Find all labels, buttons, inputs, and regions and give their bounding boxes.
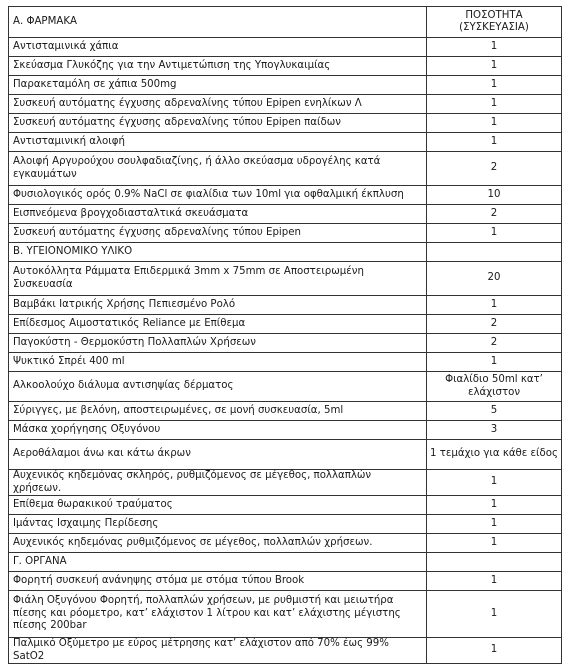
table-row [9,186,562,205]
table-row [9,470,562,496]
item-quantity: 3 [427,421,562,440]
item-quantity: 1 [427,133,562,152]
item-quantity: 1 [427,224,562,243]
table-row [9,421,562,440]
item-name: Φυσιολογικός ορός 0.9% NaCl σε φιαλίδια των 10ml για οφθαλμική έκπλυση [9,186,427,205]
item-name: Επίδεσμος Αιμοστατικός Reliance με Επίθεμα [9,315,427,334]
item-name: Ψυκτικό Σπρέι 400 ml [9,353,427,372]
table-row [9,402,562,421]
item-quantity: 2 [427,205,562,224]
table-row [9,372,562,402]
item-quantity: 1 [427,114,562,133]
item-quantity: 1 [427,496,562,515]
item-quantity: 1 [427,95,562,114]
item-quantity: 20 [427,262,562,296]
table-row [9,353,562,372]
table-row [9,534,562,553]
item-quantity [427,243,562,262]
section-row [9,243,562,262]
item-quantity: 1 [427,76,562,95]
section-row [9,553,562,572]
item-quantity [427,553,562,572]
item-name: Επίθεμα θωρακικού τραύματος [9,496,427,515]
table-row [9,205,562,224]
table-row [9,95,562,114]
quantity-header-line1: ΠΟΣΟΤΗΤΑ [465,9,523,21]
item-quantity: 2 [427,334,562,353]
item-name: Εισπνεόμενα βρογχοδιασταλτικά σκευάσματα [9,205,427,224]
section-label: Γ. ΟΡΓΑΝΑ [9,553,427,572]
item-name: Συσκευή αυτόματης έγχυσης αδρεναλίνης τύπου Epipen παίδων [9,114,427,133]
item-quantity: 1 [427,296,562,315]
table-row [9,57,562,76]
item-quantity: 1 [427,57,562,76]
item-quantity: 2 [427,152,562,186]
item-quantity: 1 [427,572,562,591]
table-row [9,515,562,534]
item-name: Σύριγγες, με βελόνη, αποστειρωμένες, σε μονή συσκευασία, 5ml [9,402,427,421]
item-name: Συσκευή αυτόματης έγχυσης αδρεναλίνης τύπου Epipen [9,224,427,243]
table-row [9,591,562,638]
item-quantity: 1 [427,38,562,57]
quantity-column-header [427,7,562,38]
item-quantity: Φιαλίδιο 50ml κατ’ ελάχιστον [427,372,562,402]
item-quantity: 1 [427,591,562,638]
item-name: Παγοκύστη - Θερμοκύστη Πολλαπλών Χρήσεων [9,334,427,353]
quantity-header-line2: (ΣΥΣΚΕΥΑΣΙΑ) [459,22,529,33]
medical-supplies-table [8,6,562,664]
table-row [9,440,562,470]
table-header-row [9,7,562,38]
table-row [9,114,562,133]
item-quantity: 1 [427,638,562,664]
section-label: Β. ΥΓΕΙΟΝΟΜΙΚΟ ΥΛΙΚΟ [9,243,427,262]
item-name: Ιμάντας Ισχαιμης Περίδεσης [9,515,427,534]
item-name: Παλμικό Οξύμετρο με εύρος μέτρησης κατ’ ελάχιστον από 70% έως 99% SatO2 [9,638,427,664]
item-name: Αεροθάλαμοι άνω και κάτω άκρων [9,440,427,470]
table-row [9,296,562,315]
item-name: Φορητή συσκευή ανάνηψης στόμα με στόμα τύπου Brook [9,572,427,591]
item-name: Μάσκα χορήγησης Οξυγόνου [9,421,427,440]
item-quantity: 1 [427,353,562,372]
table-row [9,152,562,186]
item-name: Συσκευή αυτόματης έγχυσης αδρεναλίνης τύπου Epipen ενηλίκων Λ [9,95,427,114]
table-row [9,133,562,152]
item-name: Αυτοκόλλητα Ράμματα Επιδερμικά 3mm x 75mm σε Αποστειρωμένη Συσκευασία [9,262,427,296]
item-name: Σκεύασμα Γλυκόζης για την Αντιμετώπιση της Υπογλυκαιμίας [9,57,427,76]
item-quantity: 5 [427,402,562,421]
item-quantity: 1 [427,470,562,496]
table-row [9,638,562,664]
table-row [9,224,562,243]
item-name: Παρακεταμόλη σε χάπια 500mg [9,76,427,95]
section-header-drugs: Α. ΦΑΡΜΑΚΑ [9,7,427,38]
table-row [9,262,562,296]
item-name: Αλκοολούχο διάλυμα αντισηψίας δέρματος [9,372,427,402]
table-row [9,38,562,57]
item-name: Βαμβάκι Ιατρικής Χρήσης Πεπιεσμένο Ρολό [9,296,427,315]
table-row [9,76,562,95]
item-name: Αυχενικός κηδεμόνας σκληρός, ρυθμιζόμενος σε μέγεθος, πολλαπλών χρήσεων. [9,470,427,496]
table-row [9,334,562,353]
item-quantity: 1 [427,534,562,553]
table-row [9,496,562,515]
table-body [9,7,562,664]
table-row [9,315,562,334]
item-name: Αντισταμινικά χάπια [9,38,427,57]
item-quantity: 1 τεμάχιο για κάθε είδος [427,440,562,470]
table-row [9,572,562,591]
item-name: Αντισταμινική αλοιφή [9,133,427,152]
item-quantity: 10 [427,186,562,205]
item-name: Αυχενικός κηδεμόνας ρυθμιζόμενος σε μέγεθος, πολλαπλών χρήσεων. [9,534,427,553]
item-name: Φιάλη Οξυγόνου Φορητή, πολλαπλών χρήσεων, με ρυθμιστή και μειωτήρα πίεσης και ρόομετρο, κατ’ ελάχιστον 1 λίτρου και κατ’ ελάχιστης μέγιστης πίεσης 200bar [9,591,427,638]
item-quantity: 1 [427,515,562,534]
item-quantity: 2 [427,315,562,334]
item-name: Αλοιφή Αργυρούχου σουλφαδιαζίνης, ή άλλο σκεύασμα υδρογέλης κατά εγκαυμάτων [9,152,427,186]
